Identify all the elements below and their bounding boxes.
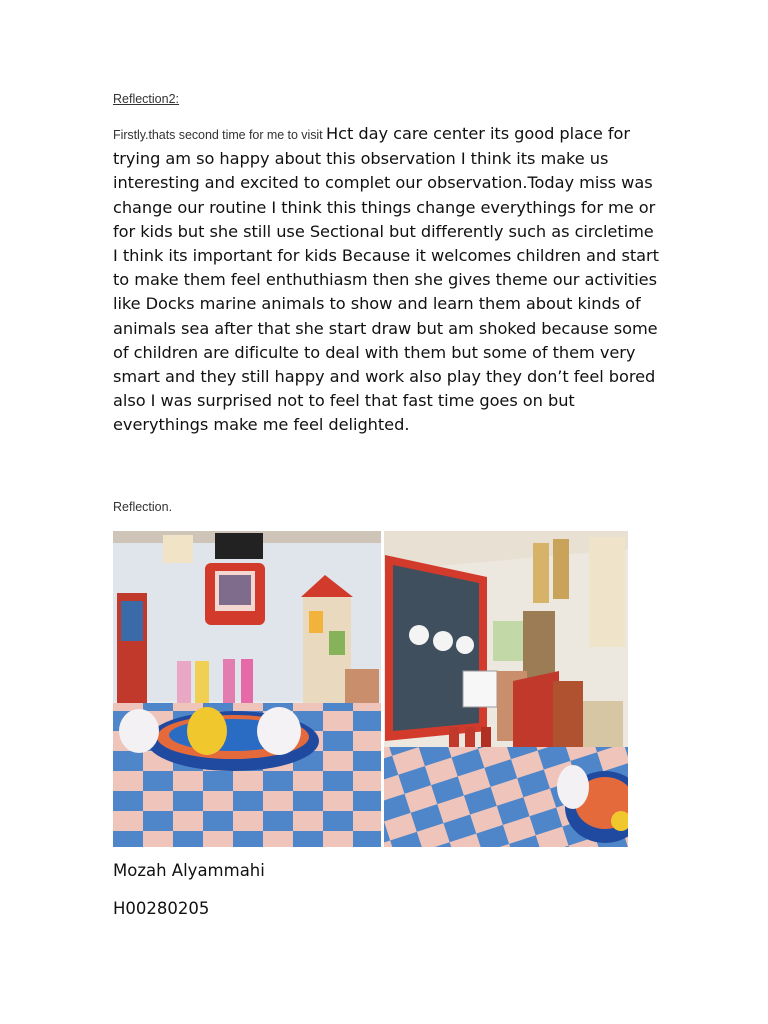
intro-text: Firstly.thats second time for me to visit [113,128,327,142]
reflection-paragraph [113,122,661,438]
photo-left [113,531,381,847]
body-text: Hct day care center its good place for trying am so happy about this observation I think its make us interesting and excited to complet our observation.Today miss was change our routine I think this things change everythings for me or for kids but she still use Sectional but differently such as circletime I think its important for kids Because it welcomes children and start to make them feel enthuthiasm then she gives theme our activities like Docks marine animals to show and learn them about kinds of animals sea after that she start draw but am shoked because some of children are dificulte to deal with them but some of them very smart and they still happy and work also play they don’t feel bored also I was surprised not to feel that fast time goes on but everythings make me feel delighted. [113,124,659,435]
author-name: Mozah Alyammahi [113,861,265,880]
photo-collage [113,531,628,847]
student-id: H00280205 [113,899,210,918]
photo-right [384,531,628,847]
reflection-heading: Reflection2: [113,92,180,106]
section-label: Reflection. [113,500,173,514]
